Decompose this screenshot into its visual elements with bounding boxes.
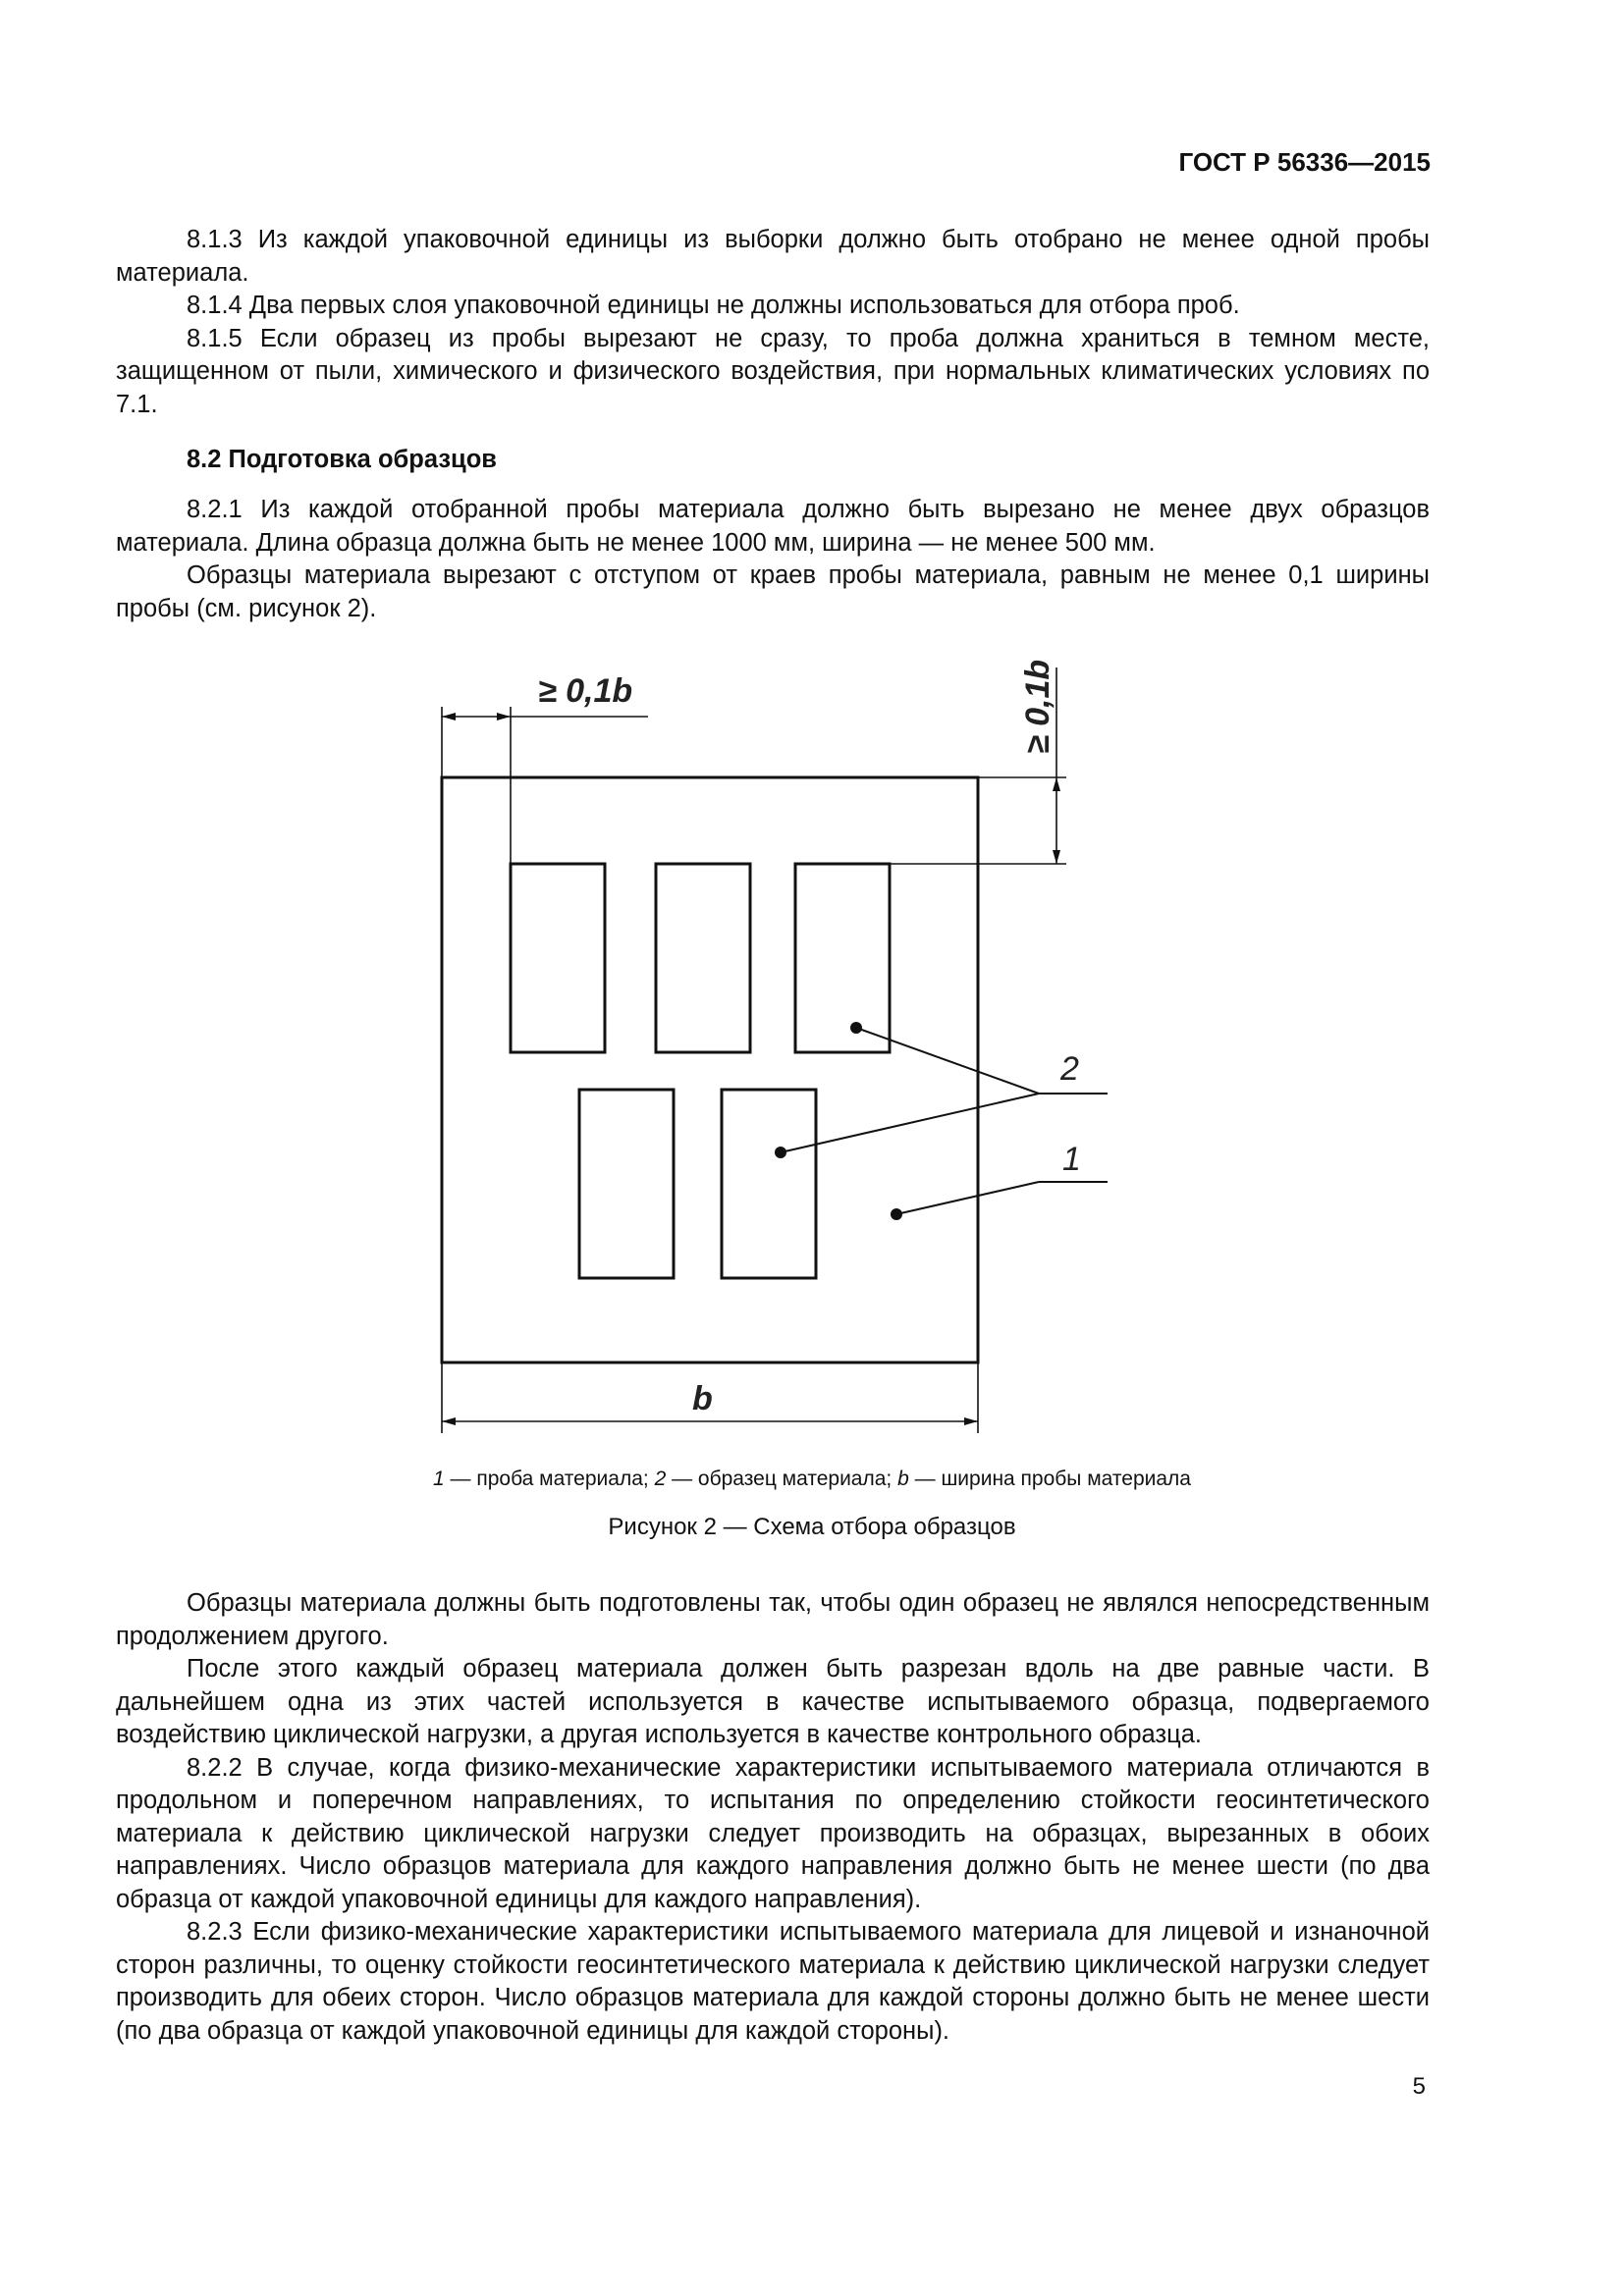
paragraph: 8.2.1 Из каждой отобранной пробы материала должно быть вырезано не менее двух образцов материала. Длина образца должна быть не менее 1000 мм, ширина — не менее 500 мм. xyxy=(116,496,1430,557)
text-block-bottom xyxy=(116,1587,1430,2048)
specimen-rect xyxy=(656,864,750,1052)
page-number: 5 xyxy=(1412,2073,1426,2100)
legend-sym-b: b xyxy=(897,1468,909,1490)
figure-caption: Рисунок 2 — Схема отбора образцов xyxy=(608,1514,1016,1540)
dimension-top xyxy=(442,707,648,864)
figure-legend xyxy=(0,1468,1624,1491)
text-block-top xyxy=(116,224,1430,421)
section-heading-block xyxy=(116,444,1430,477)
paragraph: 8.1.5 Если образец из пробы вырезают не сразу, то проба должна храниться в темном месте, защищенном от пыли, химического и физического воздействия, при нормальных климатических условиях по 7.1. xyxy=(116,324,1430,418)
sampling-scheme-figure xyxy=(412,648,1139,1433)
legend-num-2: 2 xyxy=(654,1468,667,1490)
text-block-section xyxy=(116,494,1430,625)
legend-num-1: 1 xyxy=(433,1468,445,1490)
paragraph: 8.1.4 Два первых слоя упаковочной единицы не должны использоваться для отбора проб. xyxy=(187,292,1240,319)
specimen-rect xyxy=(511,864,605,1052)
specimen-rect xyxy=(722,1090,816,1278)
legend-text-2: — образец материала; xyxy=(666,1468,898,1490)
dimension-bottom-label: b xyxy=(692,1380,713,1417)
document-header: ГОСТ Р 56336—2015 xyxy=(1178,147,1431,177)
section-heading: 8.2 Подготовка образцов xyxy=(187,446,497,473)
paragraph: 8.1.3 Из каждой упаковочной единицы из выборки должно быть отобрано не менее одной пробы материала. xyxy=(116,226,1430,287)
specimen-rect xyxy=(795,864,890,1052)
paragraph: Образцы материала вырезают с отступом от краев пробы материала, равным не менее 0,1 ширины пробы (см. рисунок 2). xyxy=(116,561,1430,622)
paragraph: 8.2.2 В случае, когда физико-механические характеристики испытываемого материала отличаются в продольном и поперечном направлениях, то испытания по определению стойкости геосинтетического материала к действию циклической нагрузки следует производить на образцах, вырезанных в обоих направлениях. Число образцов материала для каждого направления должно быть не менее шести (по два образца от каждой упаковочной единицы для каждого направления). xyxy=(116,1753,1430,1913)
dimension-top-label: ≥ 0,1b xyxy=(538,672,633,710)
paragraph: После этого каждый образец материала должен быть разрезан вдоль на две равные части. В дальнейшем одна из этих частей используется в качестве испытываемого образца, подвергаемого воздействию циклической нагрузки, а другая используется в качестве контрольного образца. xyxy=(116,1655,1430,1748)
legend-text-1: — проба материала; xyxy=(444,1468,655,1490)
legend-text-3: — ширина пробы материала xyxy=(908,1468,1191,1490)
callout-1: 1 xyxy=(1062,1141,1081,1178)
callout-2: 2 xyxy=(1060,1050,1079,1088)
paragraph: 8.2.3 Если физико-механические характеристики испытываемого материала для лицевой и изнаночной сторон различны, то оценку стойкости геосинтетического материала к действию циклической нагрузки следует производить для обеих сторон. Число образцов материала для каждой стороны должно быть не менее шести (по два образца от каждой упаковочной единицы для каждой стороны). xyxy=(116,1918,1430,2045)
paragraph: Образцы материала должны быть подготовлены так, чтобы один образец не являлся непосредственным продолжением другого. xyxy=(116,1589,1430,1650)
dimension-side-label: ≥ 0,1b xyxy=(1019,659,1056,754)
specimen-rect xyxy=(579,1090,674,1278)
